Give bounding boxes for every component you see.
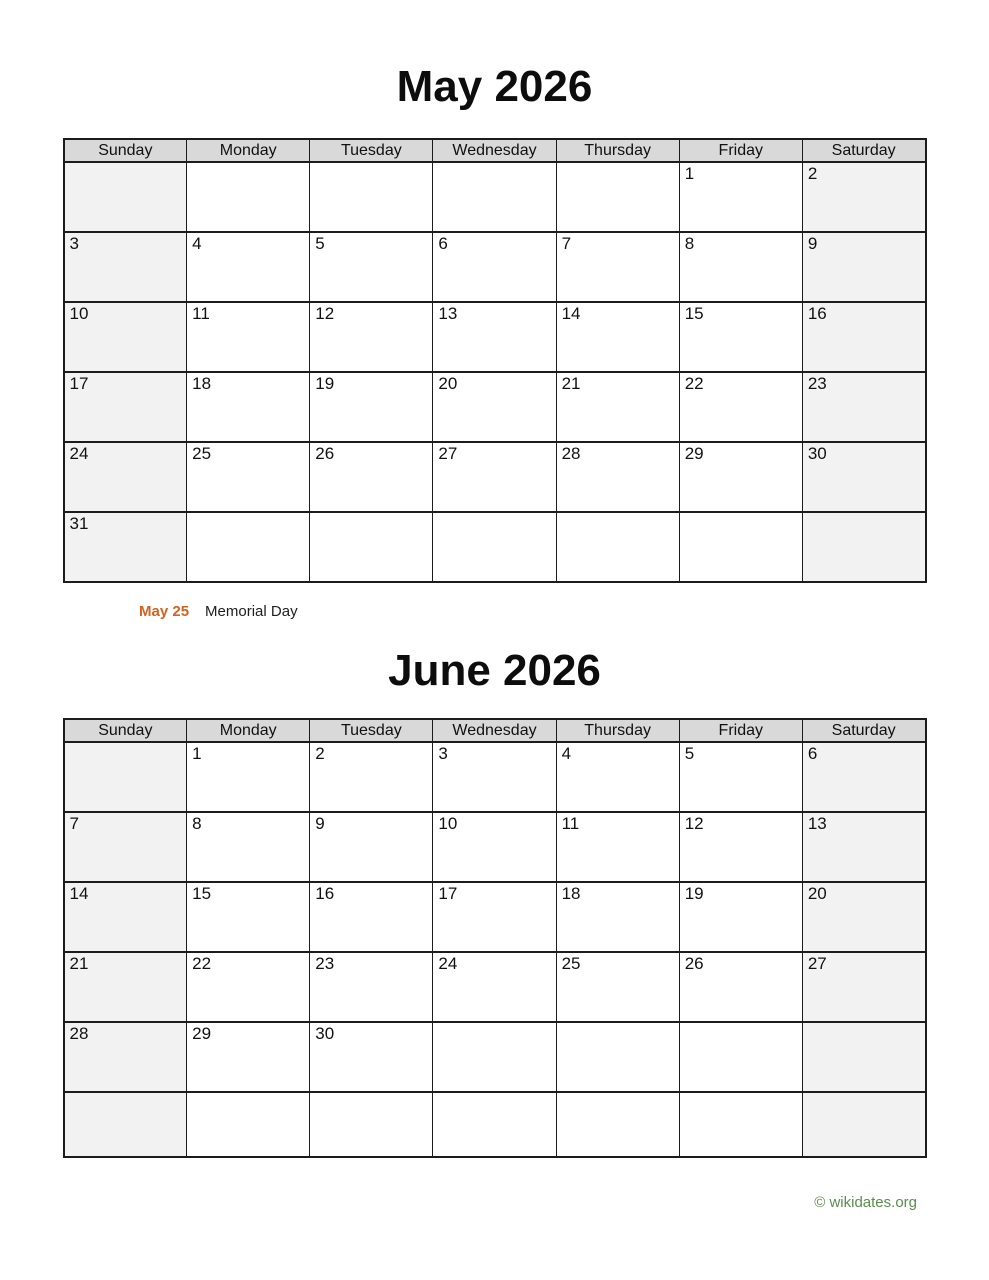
week-row (64, 302, 926, 372)
day-cell-12: 12 (310, 302, 433, 372)
week-row (64, 952, 926, 1022)
day-cell-empty (433, 512, 556, 582)
day-cell-25: 25 (187, 442, 310, 512)
day-cell-10: 10 (64, 302, 187, 372)
day-cell-8: 8 (187, 812, 310, 882)
week-row (64, 1022, 926, 1092)
day-cell-19: 19 (679, 882, 802, 952)
day-cell-11: 11 (187, 302, 310, 372)
day-cell-empty (433, 1022, 556, 1092)
day-cell-24: 24 (433, 952, 556, 1022)
day-cell-7: 7 (64, 812, 187, 882)
day-cell-27: 27 (802, 952, 925, 1022)
day-header-thursday: Thursday (556, 139, 679, 162)
day-cell-empty (679, 1022, 802, 1092)
day-cell-11: 11 (556, 812, 679, 882)
day-header-friday: Friday (679, 719, 802, 742)
week-row (64, 1092, 926, 1157)
week-row (64, 882, 926, 952)
day-cell-23: 23 (802, 372, 925, 442)
day-cell-6: 6 (802, 742, 925, 812)
day-cell-empty (310, 1092, 433, 1157)
day-cell-23: 23 (310, 952, 433, 1022)
day-cell-5: 5 (310, 232, 433, 302)
day-cell-22: 22 (679, 372, 802, 442)
day-cell-2: 2 (802, 162, 925, 232)
day-cell-empty (556, 512, 679, 582)
day-cell-16: 16 (802, 302, 925, 372)
weekday-header-row (64, 719, 926, 742)
week-row (64, 162, 926, 232)
day-cell-empty (802, 1022, 925, 1092)
day-cell-24: 24 (64, 442, 187, 512)
day-cell-7: 7 (556, 232, 679, 302)
day-cell-13: 13 (433, 302, 556, 372)
day-cell-4: 4 (187, 232, 310, 302)
day-cell-12: 12 (679, 812, 802, 882)
day-cell-21: 21 (556, 372, 679, 442)
week-row (64, 442, 926, 512)
day-cell-20: 20 (433, 372, 556, 442)
day-cell-25: 25 (556, 952, 679, 1022)
day-cell-28: 28 (64, 1022, 187, 1092)
day-cell-3: 3 (433, 742, 556, 812)
day-cell-empty (556, 1022, 679, 1092)
calendar-header-row (64, 719, 926, 742)
weekday-header-row (64, 139, 926, 162)
holiday-note (139, 603, 989, 620)
day-cell-6: 6 (433, 232, 556, 302)
month-title-may: May 2026 (396, 62, 593, 111)
day-header-tuesday: Tuesday (310, 719, 433, 742)
day-cell-28: 28 (556, 442, 679, 512)
day-cell-9: 9 (310, 812, 433, 882)
wikidates-credit-link[interactable]: © wikidates.org (814, 1194, 917, 1211)
day-cell-empty (556, 162, 679, 232)
day-cell-13: 13 (802, 812, 925, 882)
holiday-label: Memorial Day (205, 603, 298, 620)
day-cell-9: 9 (802, 232, 925, 302)
day-header-sunday: Sunday (64, 139, 187, 162)
day-cell-21: 21 (64, 952, 187, 1022)
holiday-date: May 25 (139, 603, 190, 620)
day-cell-26: 26 (310, 442, 433, 512)
day-header-monday: Monday (187, 719, 310, 742)
day-cell-2: 2 (310, 742, 433, 812)
calendar-body (64, 742, 926, 1157)
day-cell-empty (187, 162, 310, 232)
day-cell-16: 16 (310, 882, 433, 952)
calendar-table-may (63, 138, 927, 583)
week-row (64, 512, 926, 582)
day-cell-14: 14 (64, 882, 187, 952)
day-header-wednesday: Wednesday (433, 719, 556, 742)
day-cell-empty (802, 512, 925, 582)
day-cell-empty (187, 512, 310, 582)
day-cell-15: 15 (187, 882, 310, 952)
calendar-body (64, 162, 926, 582)
day-cell-empty (679, 1092, 802, 1157)
day-cell-15: 15 (679, 302, 802, 372)
day-cell-17: 17 (64, 372, 187, 442)
day-cell-1: 1 (679, 162, 802, 232)
day-cell-5: 5 (679, 742, 802, 812)
week-row (64, 742, 926, 812)
day-cell-26: 26 (679, 952, 802, 1022)
day-header-saturday: Saturday (802, 139, 925, 162)
day-cell-empty (433, 1092, 556, 1157)
day-cell-8: 8 (679, 232, 802, 302)
day-header-wednesday: Wednesday (433, 139, 556, 162)
month-title-june: June 2026 (388, 646, 601, 695)
calendar-table-june (63, 718, 927, 1158)
day-cell-19: 19 (310, 372, 433, 442)
day-header-monday: Monday (187, 139, 310, 162)
day-cell-18: 18 (556, 882, 679, 952)
day-header-sunday: Sunday (64, 719, 187, 742)
day-header-thursday: Thursday (556, 719, 679, 742)
day-cell-empty (187, 1092, 310, 1157)
day-cell-empty (802, 1092, 925, 1157)
day-cell-30: 30 (310, 1022, 433, 1092)
day-cell-22: 22 (187, 952, 310, 1022)
week-row (64, 232, 926, 302)
day-header-saturday: Saturday (802, 719, 925, 742)
day-cell-empty (433, 162, 556, 232)
day-cell-empty (556, 1092, 679, 1157)
day-cell-18: 18 (187, 372, 310, 442)
day-cell-20: 20 (802, 882, 925, 952)
day-cell-27: 27 (433, 442, 556, 512)
day-cell-empty (310, 162, 433, 232)
day-cell-4: 4 (556, 742, 679, 812)
day-cell-17: 17 (433, 882, 556, 952)
day-header-friday: Friday (679, 139, 802, 162)
calendar-header-row (64, 139, 926, 162)
day-cell-14: 14 (556, 302, 679, 372)
day-cell-31: 31 (64, 512, 187, 582)
day-cell-empty (64, 742, 187, 812)
day-header-tuesday: Tuesday (310, 139, 433, 162)
day-cell-empty (679, 512, 802, 582)
day-cell-empty (64, 162, 187, 232)
day-cell-1: 1 (187, 742, 310, 812)
day-cell-10: 10 (433, 812, 556, 882)
week-row (64, 372, 926, 442)
day-cell-30: 30 (802, 442, 925, 512)
day-cell-empty (310, 512, 433, 582)
day-cell-3: 3 (64, 232, 187, 302)
week-row (64, 812, 926, 882)
day-cell-empty (64, 1092, 187, 1157)
day-cell-29: 29 (187, 1022, 310, 1092)
day-cell-29: 29 (679, 442, 802, 512)
